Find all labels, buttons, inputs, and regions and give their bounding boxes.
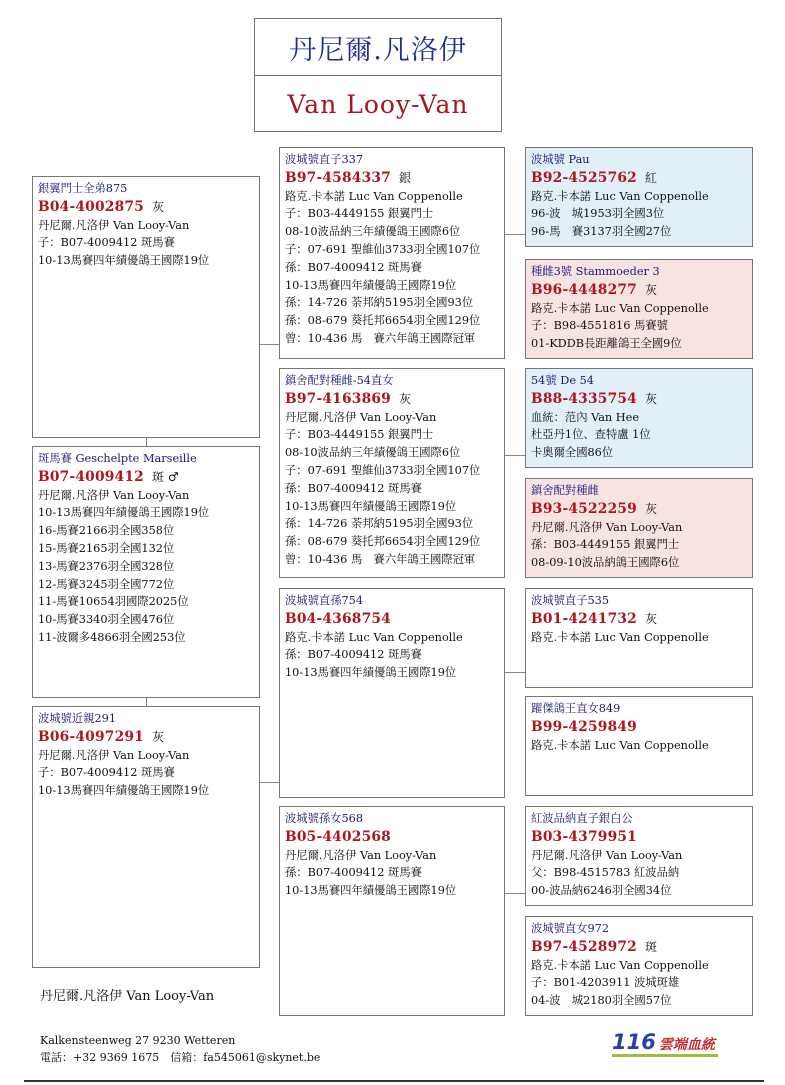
pedigree-line: 子：B03-4449155 銀翼門士 bbox=[285, 207, 434, 221]
feather-color: 斑 bbox=[645, 939, 658, 954]
pigeon-name: 鎮舍配對種雌 bbox=[531, 484, 599, 497]
pedigree-line: 杜亞丹1位、查特盧 1位 bbox=[531, 428, 651, 442]
footer-breeder-name: 丹尼爾.凡洛伊 Van Looy-Van bbox=[40, 989, 215, 1004]
ring-line bbox=[531, 281, 746, 300]
pedigree-line: 孫：08-679 葵托邦6654羽全國129位 bbox=[285, 314, 481, 328]
pedigree-line: 孫：B03-4449155 銀翼門士 bbox=[531, 538, 680, 552]
pigeon-card[interactable] bbox=[279, 147, 505, 359]
pedigree-line: 丹尼爾.凡洛伊 Van Looy-Van bbox=[285, 848, 437, 862]
contact-line: 電話：+32 9369 1675 信箱：fa545061@skynet.be bbox=[40, 1051, 321, 1064]
pedigree-line: 10-13馬賽四年績優鴿王國際19位 bbox=[285, 499, 457, 513]
feather-color: 銀 bbox=[399, 170, 412, 185]
pedigree-line: 孫：14-726 荼邦納5195羽全國93位 bbox=[285, 517, 474, 531]
ring-number: B04-4002875 bbox=[38, 198, 144, 215]
ring-number: B92-4525762 bbox=[531, 169, 637, 186]
ring-line bbox=[531, 390, 746, 409]
pedigree-line: 孫：B07-4009412 斑馬賽 bbox=[285, 481, 422, 495]
pedigree-line: 曾：10-436 馬 賽六年鴿王國際冠軍 bbox=[285, 552, 476, 566]
pedigree-line: 路克.卡本諾 Luc Van Coppenolle bbox=[531, 958, 709, 972]
pedigree-line: 路克.卡本諾 Luc Van Coppenolle bbox=[531, 189, 709, 203]
pedigree-line: 子：B01-4203911 波城斑雄 bbox=[531, 976, 680, 990]
pedigree-line: 10-13馬賽四年績優鴿王國際19位 bbox=[285, 278, 457, 292]
breeder-header bbox=[254, 18, 502, 132]
pedigree-line: 孫：B07-4009412 斑馬賽 bbox=[285, 260, 422, 274]
pedigree-line: 丹尼爾.凡洛伊 Van Looy-Van bbox=[38, 218, 190, 232]
ring-number: B07-4009412 bbox=[38, 468, 144, 485]
pedigree-line: 01-KDDB長距離鴿王全國9位 bbox=[531, 337, 682, 351]
ring-line bbox=[285, 169, 498, 188]
pedigree-line: 子：07-691 聖維仙3733羽全國107位 bbox=[285, 463, 481, 477]
pedigree-line: 00-波品納6246羽全國34位 bbox=[531, 884, 672, 898]
pedigree-line: 孫：B07-4009412 斑馬賽 bbox=[285, 648, 422, 662]
logo-number: 116 bbox=[612, 1030, 656, 1054]
pedigree-line: 路克.卡本諾 Luc Van Coppenolle bbox=[285, 189, 463, 203]
pedigree-line: 11-馬賽10654羽國際2025位 bbox=[38, 595, 189, 609]
pedigree-line: 04-波 城2180羽全國57位 bbox=[531, 994, 672, 1008]
ring-number: B01-4241732 bbox=[531, 610, 637, 627]
feather-color: 灰 bbox=[399, 391, 412, 406]
ring-line bbox=[531, 169, 746, 188]
pigeon-name: 波城號直子337 bbox=[285, 153, 364, 166]
pedigree-line: 丹尼爾.凡洛伊 Van Looy-Van bbox=[285, 410, 437, 424]
pedigree-line: 丹尼爾.凡洛伊 Van Looy-Van bbox=[38, 488, 190, 502]
pedigree-line: 曾：10-436 馬 賽六年鴿王國際冠軍 bbox=[285, 331, 476, 345]
pigeon-card[interactable] bbox=[279, 806, 505, 1016]
pedigree-line: 卡奧爾全國86位 bbox=[531, 446, 614, 460]
pigeon-card[interactable] bbox=[32, 706, 260, 968]
pigeon-card[interactable] bbox=[279, 368, 505, 578]
pigeon-name: 紅波品納直子銀白公 bbox=[531, 812, 633, 825]
feather-color: 紅 bbox=[645, 170, 658, 185]
feather-color: 灰 bbox=[152, 729, 165, 744]
ring-line bbox=[531, 500, 746, 519]
pedigree-line: 子：B98-4551816 馬賽號 bbox=[531, 319, 668, 333]
pedigree-line: 孫：B07-4009412 斑馬賽 bbox=[285, 866, 422, 880]
ring-line bbox=[38, 468, 253, 487]
pigeon-card[interactable] bbox=[32, 446, 260, 698]
ring-number: B03-4379951 bbox=[531, 828, 637, 845]
pigeon-name: 鎮舍配對種雌-54直女 bbox=[285, 374, 394, 387]
pigeon-card[interactable] bbox=[525, 806, 753, 906]
pedigree-line: 13-馬賽2376羽全國328位 bbox=[38, 559, 175, 573]
pedigree-line: 路克.卡本諾 Luc Van Coppenolle bbox=[531, 738, 709, 752]
pigeon-name: 54號 De 54 bbox=[531, 374, 594, 387]
pedigree-line: 10-13馬賽四年績優鴿王國際19位 bbox=[285, 884, 457, 898]
pedigree-line: 08-10波品納三年績優鴿王國際6位 bbox=[285, 225, 461, 239]
feather-color: 灰 bbox=[645, 611, 658, 626]
logo-text: 雲端血統 bbox=[658, 1037, 715, 1053]
pedigree-line: 子：07-691 聖維仙3733羽全國107位 bbox=[285, 242, 481, 256]
pigeon-card[interactable] bbox=[525, 478, 753, 578]
ring-line bbox=[38, 198, 253, 217]
pedigree-line: 父：B98-4515783 紅波品納 bbox=[531, 866, 680, 880]
bottom-rule bbox=[24, 1080, 764, 1082]
pedigree-line: 12-馬賽3245羽全國772位 bbox=[38, 577, 175, 591]
pigeon-name: 波城號 Pau bbox=[531, 153, 590, 166]
connector-line bbox=[260, 782, 279, 783]
pigeon-card[interactable] bbox=[32, 176, 260, 438]
ring-line bbox=[285, 610, 498, 629]
pigeon-name: 波城號近親291 bbox=[38, 712, 117, 725]
address: Kalkensteenweg 27 9230 Wetteren bbox=[40, 1034, 236, 1047]
ring-line bbox=[531, 718, 746, 737]
ring-line bbox=[531, 610, 746, 629]
ring-number: B97-4584337 bbox=[285, 169, 391, 186]
pigeon-name: 躍傑鴿王直女849 bbox=[531, 702, 621, 715]
pigeon-card[interactable] bbox=[525, 916, 753, 1016]
connector-line bbox=[505, 455, 525, 456]
pigeon-name: 波城號直女972 bbox=[531, 922, 610, 935]
pedigree-line: 10-13馬賽四年績優鴿王國際19位 bbox=[38, 254, 210, 268]
pedigree-line: 15-馬賽2165羽全國132位 bbox=[38, 541, 175, 555]
ring-number: B06-4097291 bbox=[38, 728, 144, 745]
ring-line bbox=[531, 828, 746, 847]
pedigree-line: 丹尼爾.凡洛伊 Van Looy-Van bbox=[38, 748, 190, 762]
pedigree-line: 孫：14-726 荼邦納5195羽全國93位 bbox=[285, 296, 474, 310]
ring-number: B05-4402568 bbox=[285, 828, 391, 845]
ring-number: B04-4368754 bbox=[285, 610, 391, 627]
connector-line bbox=[260, 344, 279, 345]
ring-line bbox=[38, 728, 253, 747]
pigeon-name: 種雌3號 Stammoeder 3 bbox=[531, 265, 660, 278]
pedigree-line: 96-波 城1953羽全國3位 bbox=[531, 207, 665, 221]
pedigree-line: 08-09-10波品納鴿王國際6位 bbox=[531, 556, 680, 570]
pigeon-card[interactable] bbox=[525, 259, 753, 359]
feather-color: 灰 bbox=[645, 501, 658, 516]
pigeon-card[interactable] bbox=[525, 588, 753, 688]
pedigree-line: 11-波爾多4866羽全國253位 bbox=[38, 630, 186, 644]
ring-line bbox=[531, 938, 746, 957]
connector-line bbox=[146, 438, 147, 446]
feather-color: 灰 bbox=[645, 282, 658, 297]
feather-color: 灰 bbox=[152, 199, 165, 214]
ring-number: B97-4528972 bbox=[531, 938, 637, 955]
pedigree-line: 子：B07-4009412 斑馬賽 bbox=[38, 236, 175, 250]
pedigree-line: 路克.卡本諾 Luc Van Coppenolle bbox=[285, 630, 463, 644]
pedigree-line: 丹尼爾.凡洛伊 Van Looy-Van bbox=[531, 520, 683, 534]
contact-block bbox=[40, 1032, 320, 1066]
pedigree-line: 血統：范內 Van Hee bbox=[531, 410, 640, 424]
brand-logo bbox=[612, 1030, 715, 1054]
pedigree-line: 10-13馬賽四年績優鴿王國際19位 bbox=[38, 784, 210, 798]
pigeon-name: 斑馬賽 Geschelpte Marseille bbox=[38, 452, 197, 465]
pigeon-name: 波城號直孫754 bbox=[285, 594, 364, 607]
breeder-chinese-name: 丹尼爾.凡洛伊 bbox=[255, 19, 501, 76]
ring-number: B97-4163869 bbox=[285, 390, 391, 407]
ring-number: B96-4448277 bbox=[531, 281, 637, 298]
logo-underline bbox=[612, 1054, 718, 1057]
pedigree-line: 子：B03-4449155 銀翼門士 bbox=[285, 428, 434, 442]
pedigree-line: 16-馬賽2166羽全國358位 bbox=[38, 524, 175, 538]
pedigree-line: 10-馬賽3340羽全國476位 bbox=[38, 613, 175, 627]
pedigree-line: 路克.卡本諾 Luc Van Coppenolle bbox=[531, 630, 709, 644]
pedigree-line: 08-10波品納三年績優鴿王國際6位 bbox=[285, 446, 461, 460]
breeder-name: Van Looy-Van bbox=[287, 90, 469, 119]
feather-color: 斑 ♂ bbox=[152, 469, 179, 484]
pigeon-card[interactable] bbox=[279, 588, 505, 798]
pedigree-line: 10-13馬賽四年績優鴿王國際19位 bbox=[38, 506, 210, 520]
connector-line bbox=[146, 698, 147, 706]
pedigree-line: 丹尼爾.凡洛伊 Van Looy-Van bbox=[531, 848, 683, 862]
pedigree-line: 子：B07-4009412 斑馬賽 bbox=[38, 766, 175, 780]
ring-line bbox=[285, 390, 498, 409]
pedigree-line: 96-馬 賽3137羽全國27位 bbox=[531, 225, 672, 239]
pigeon-card[interactable] bbox=[525, 147, 753, 247]
pigeon-name: 波城號直子535 bbox=[531, 594, 610, 607]
pedigree-line: 10-13馬賽四年績優鴿王國際19位 bbox=[285, 666, 457, 680]
pigeon-name: 波城號孫女568 bbox=[285, 812, 364, 825]
ring-line bbox=[285, 828, 498, 847]
ring-number: B88-4335754 bbox=[531, 390, 637, 407]
ring-number: B99-4259849 bbox=[531, 718, 637, 735]
pedigree-line: 孫：08-679 葵托邦6654羽全國129位 bbox=[285, 535, 481, 549]
connector-line bbox=[505, 234, 525, 235]
connector-line bbox=[505, 893, 525, 894]
pigeon-name: 銀翼門士全弟875 bbox=[38, 182, 128, 195]
ring-number: B93-4522259 bbox=[531, 500, 637, 517]
pigeon-card[interactable] bbox=[525, 368, 753, 468]
pedigree-line: 路克.卡本諾 Luc Van Coppenolle bbox=[531, 301, 709, 315]
pigeon-card[interactable] bbox=[525, 696, 753, 796]
connector-line bbox=[505, 672, 525, 673]
feather-color: 灰 bbox=[645, 391, 658, 406]
